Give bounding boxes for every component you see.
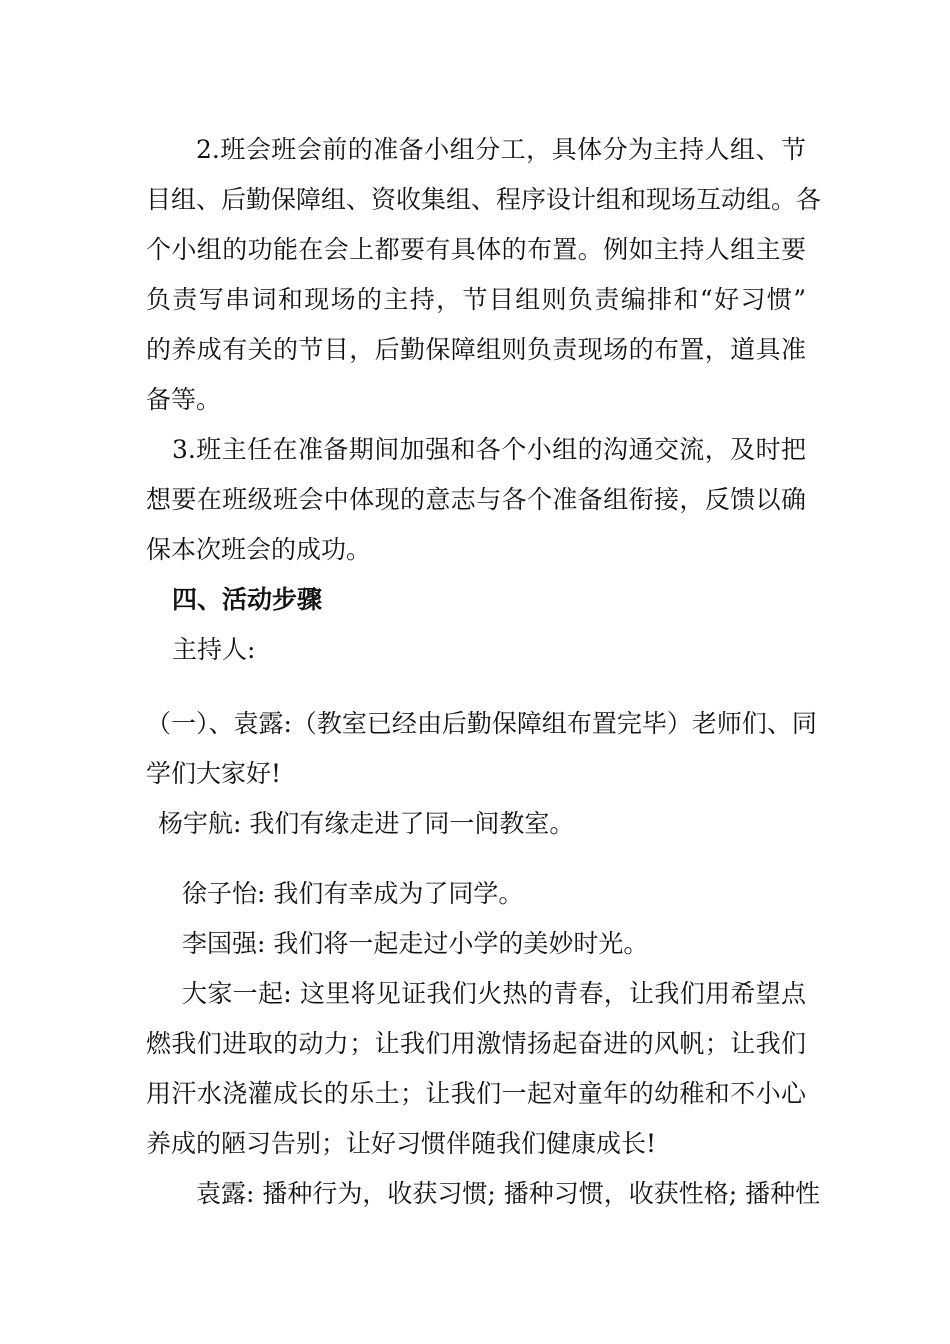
section-heading: 四、活动步骤 [172,585,323,614]
paragraph-line: 目组、后勤保障组、资收集组、程序设计组和现场互动组。各 [146,185,822,214]
dialogue-line: （一）、袁露:（教室已经由后勤保障组布置完毕）老师们、同 [146,709,817,738]
dialogue-line: 袁露: 播种行为，收获习惯; 播种习惯，收获性格; 播种性 [196,1179,821,1208]
dialogue-line: 大家一起: 这里将见证我们火热的青春，让我们用希望点 [182,979,806,1008]
paragraph-line: 负责写串词和现场的主持，节目组则负责编排和“好习惯” [146,285,806,314]
paragraph-line: 2.班会班会前的准备小组分工，具体分为主持人组、节 [196,135,806,164]
dialogue-line: 养成的陋习告别；让好习惯伴随我们健康成长! [146,1129,657,1158]
dialogue-line: 燃我们进取的动力；让我们用激情扬起奋进的风帆；让我们 [146,1029,806,1058]
dialogue-line: 李国强: 我们将一起走过小学的美妙时光。 [182,929,649,958]
dialogue-line: 杨宇航: 我们有缘走进了同一间教室。 [158,809,575,838]
dialogue-line: 用汗水浇灌成长的乐土；让我们一起对童年的幼稚和不小心 [146,1079,806,1108]
paragraph-line: 的养成有关的节目，后勤保障组则负责现场的布置，道具准 [146,335,806,364]
dialogue-line: 徐子怡: 我们有幸成为了同学。 [182,879,524,908]
paragraph-line: 个小组的功能在会上都要有具体的布置。例如主持人组主要 [146,235,806,264]
paragraph-line: 想要在班级班会中体现的意志与各个准备组衔接，反馈以确 [146,485,806,514]
host-label: 主持人: [172,635,256,664]
paragraph-line: 备等。 [146,385,222,414]
paragraph-line: 保本次班会的成功。 [146,535,372,564]
dialogue-line: 学们大家好! [146,759,282,788]
paragraph-line: 3.班主任在准备期间加强和各个小组的沟通交流，及时把 [172,435,806,464]
